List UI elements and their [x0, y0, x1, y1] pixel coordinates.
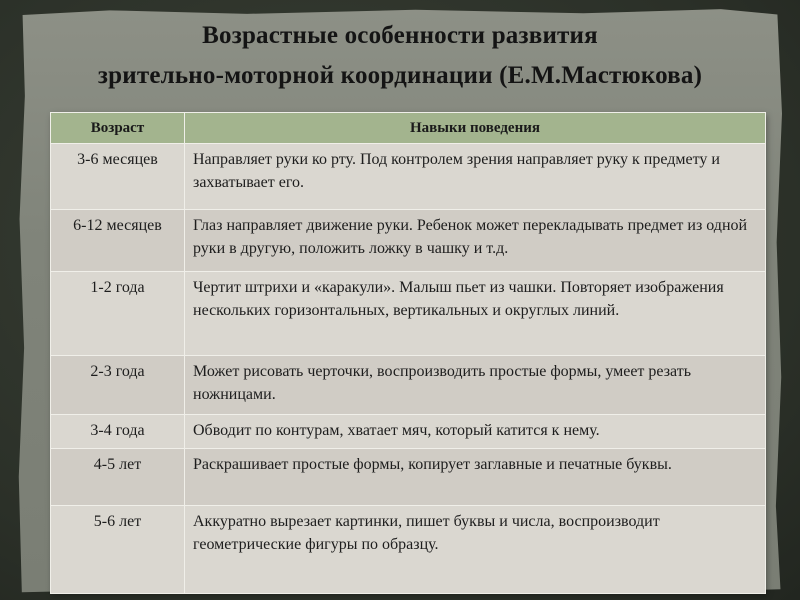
header-age: Возраст [51, 113, 185, 144]
skills-cell: Раскрашивает простые формы, копирует заглавные и печатные буквы. [185, 449, 766, 506]
skills-cell: Аккуратно вырезает картинки, пишет буквы и числа, воспроизводит геометрические фигуры по образцу. [185, 506, 766, 594]
table-row [51, 506, 766, 594]
skills-cell: Обводит по контурам, хватает мяч, который катится к нему. [185, 415, 766, 449]
skills-table-container [50, 112, 765, 592]
table-header-row [51, 113, 766, 144]
table-row [51, 144, 766, 210]
skills-cell: Может рисовать черточки, воспроизводить простые формы, умеет резать ножницами. [185, 356, 766, 415]
age-cell: 1-2 года [51, 272, 185, 356]
age-cell: 3-4 года [51, 415, 185, 449]
skills-table [50, 112, 766, 594]
age-cell: 5-6 лет [51, 506, 185, 594]
table-row [51, 356, 766, 415]
age-cell: 3-6 месяцев [51, 144, 185, 210]
skills-cell: Глаз направляет движение руки. Ребенок может перекладывать предмет из одной руки в другую, положить ложку в чашку и т.д. [185, 210, 766, 272]
title-line-2: зрительно-моторной координации (Е.М.Мастюкова) [97, 62, 703, 89]
table-row [51, 415, 766, 449]
table-row [51, 210, 766, 272]
table-row [51, 272, 766, 356]
skills-cell: Чертит штрихи и «каракули». Малыш пьет из чашки. Повторяет изображения нескольких горизонтальных, вертикальных и округлых линий. [185, 272, 766, 356]
table-row [51, 449, 766, 506]
age-cell: 4-5 лет [51, 449, 185, 506]
title-line-1: Возрастные особенности развития [202, 22, 598, 49]
age-cell: 6-12 месяцев [51, 210, 185, 272]
skills-cell: Направляет руки ко рту. Под контролем зрения направляет руку к предмету и захватывает его. [185, 144, 766, 210]
slide-title [0, 16, 800, 96]
header-skills: Навыки поведения [185, 113, 766, 144]
age-cell: 2-3 года [51, 356, 185, 415]
